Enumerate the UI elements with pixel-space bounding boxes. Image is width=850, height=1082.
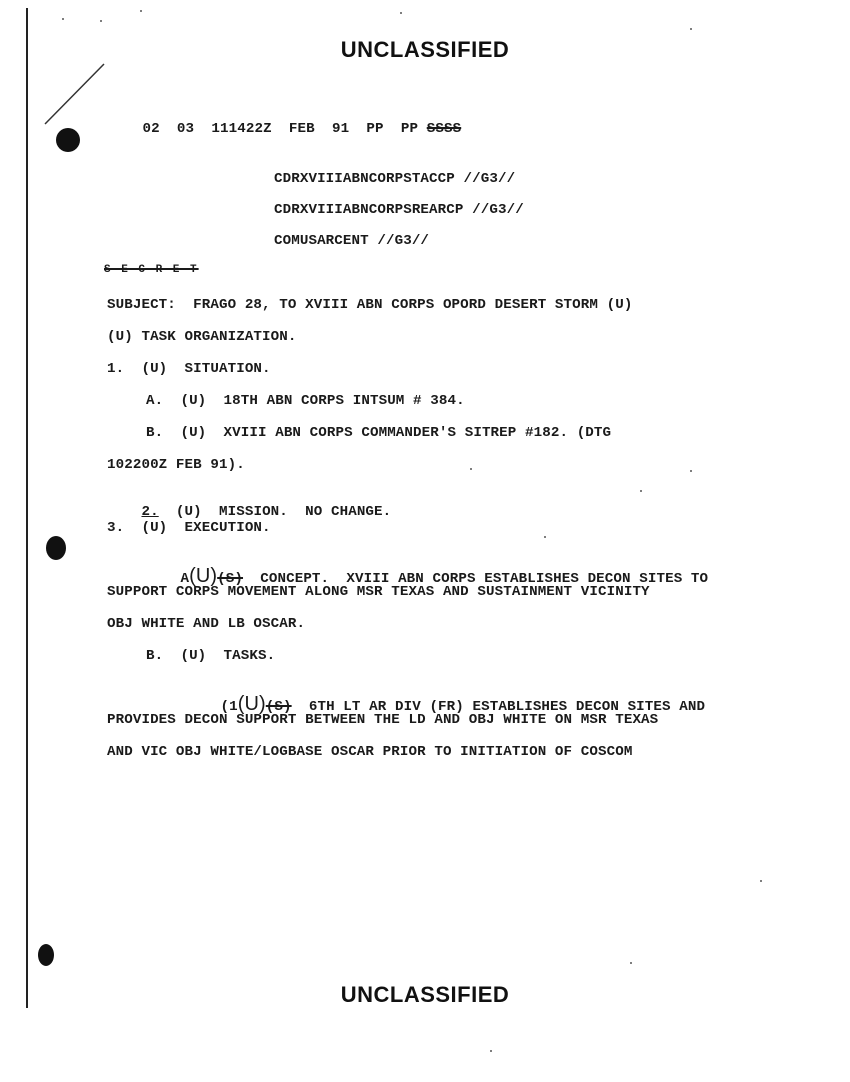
subject-line: SUBJECT: FRAGO 28, TO XVIII ABN CORPS OPORD DESERT STORM (U) — [107, 297, 633, 313]
classification-struck: S E C R E T — [104, 264, 199, 276]
paragraph-3a-struck-marking: (S) — [217, 571, 244, 587]
routing-header-line — [108, 105, 461, 153]
paragraph-3b-heading: B. (U) TASKS. — [146, 648, 276, 664]
paragraph-3b1-prefix: (1 — [220, 699, 238, 715]
task-organization-line: (U) TASK ORGANIZATION. — [107, 329, 297, 345]
paragraph-3a-continued: SUPPORT CORPS MOVEMENT ALONG MSR TEXAS AND SUSTAINMENT VICINITY — [107, 584, 650, 600]
speck — [690, 28, 692, 30]
addressee-line: CDRXVIIIABNCORPSTACCP //G3// — [274, 171, 516, 187]
routing-header-struck: SSSS — [426, 121, 462, 137]
speck — [630, 962, 632, 964]
paragraph-3b1-text: 6TH LT AR DIV (FR) ESTABLISHES DECON SITES AND — [291, 699, 706, 715]
speck — [760, 880, 762, 882]
paragraph-3-heading: 3. (U) EXECUTION. — [107, 520, 271, 536]
paragraph-1b-continued: 102200Z FEB 91). — [107, 457, 245, 473]
diagonal-pen-stroke — [45, 64, 104, 124]
speck — [690, 470, 692, 472]
paragraph-3a-continued: OBJ WHITE AND LB OSCAR. — [107, 616, 306, 632]
speck — [640, 490, 642, 492]
speck — [62, 18, 64, 20]
classification-u-stamp: (U) — [237, 693, 266, 715]
speck — [490, 1050, 492, 1052]
speck — [470, 468, 472, 470]
classification-banner-bottom: UNCLASSIFIED — [340, 982, 510, 1007]
paragraph-1-heading: 1. (U) SITUATION. — [107, 361, 271, 377]
paragraph-3a-text: CONCEPT. XVIII ABN CORPS ESTABLISHES DECON SITES TO — [243, 571, 709, 587]
addressee-line: CDRXVIIIABNCORPSREARCP //G3// — [274, 202, 524, 218]
routing-header-text: 02 03 111422Z FEB 91 PP PP — [142, 121, 427, 137]
speck — [100, 20, 102, 22]
punch-hole-top — [56, 128, 80, 152]
classification-banner-top: UNCLASSIFIED — [340, 37, 510, 62]
paragraph-3b1-continued: AND VIC OBJ WHITE/LOGBASE OSCAR PRIOR TO INITIATION OF COSCOM — [107, 744, 633, 760]
addressee-line: COMUSARCENT //G3// — [274, 233, 430, 249]
paragraph-3b1-struck-marking: (S) — [265, 699, 292, 715]
punch-hole-middle — [46, 536, 66, 560]
paragraph-1b: B. (U) XVIII ABN CORPS COMMANDER'S SITREP #182. (DTG — [146, 425, 612, 441]
punch-hole-bottom — [38, 944, 54, 966]
speck — [544, 536, 546, 538]
speck — [140, 10, 142, 12]
speck — [400, 12, 402, 14]
paragraph-2-text: (U) MISSION. NO CHANGE. — [158, 504, 392, 520]
paragraph-3b1-continued: PROVIDES DECON SUPPORT BETWEEN THE LD AND OBJ WHITE ON MSR TEXAS — [107, 712, 659, 728]
classification-u-stamp: (U) — [189, 565, 218, 587]
paragraph-2-number: 2. — [141, 504, 159, 520]
paragraph-3a-prefix: A — [180, 571, 190, 587]
paragraph-1a: A. (U) 18TH ABN CORPS INTSUM # 384. — [146, 393, 465, 409]
